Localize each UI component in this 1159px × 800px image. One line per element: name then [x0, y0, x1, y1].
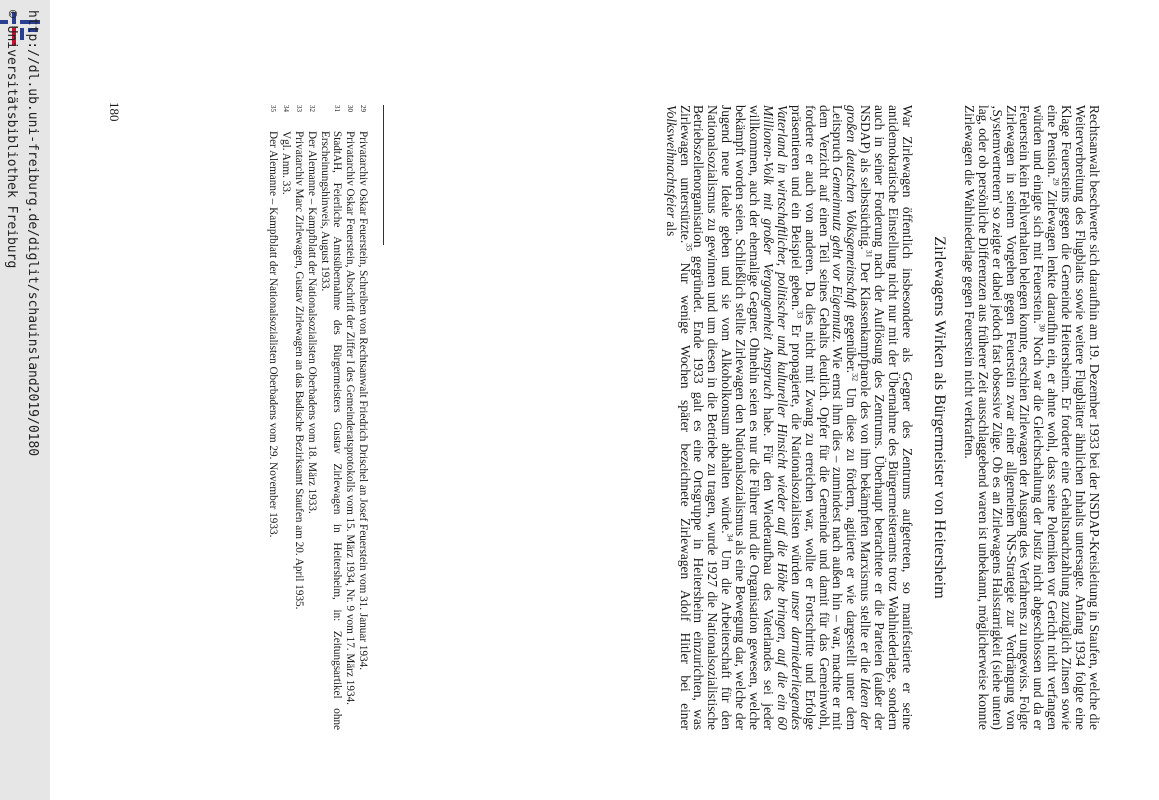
copyright-notice: © Universitätsbibliothek Freiburg — [4, 10, 19, 269]
paragraph-1: Rechtsanwalt beschwerte sich daraufhin am 19. Dezember 1933 bei der NSDAP-Kreisleitung in Staufen, welche die Weiterverbreitung des Flugblatts sowie weitere Flugblätter ähnlichen Inhalts untersagte. Anfang 1934 folgte eine Klage Feuersteins gegen die Gemeinde Heitersheim. Er forderte eine Gehaltsnachzahlung zuzüglich Zinsen sowie eine Pension.$^{29}$ Zirlewagen lenkte daraufhin ein, er ahnte wohl, dass seine Polemiken vor Gericht nicht verfangen würden und einigte sich mit Feuerstein.$^{30}$ Noch war die Gleichschaltung der Justiz nicht abgeschlossen und da er Feuerstein kein Fehlverhalten belegen konnte, erschien Zirlewagen der Ausgang des Verfahrens zu ungewiss. Folgte Zirlewagen in seinem Vorgehen gegen Feuerstein zwar einer allgemeinen NS-Strategie zur Verdrängung von ‚Systemvertretern' so zeigte er dabei jedoch fast obsessive Züge. Ob es an Zirlewagens Halsstarrigkeit (siehe unten) lag, oder ob persönliche Differenzen aus früherer Zeit ausschlaggebend waren ist unbekannt, möglicherweise konnte Zirlewagen die Wahlniederlage gegen Feuerstein nicht verkraften. — [961, 105, 1102, 731]
document-url[interactable]: http://dl.ub.uni-freiburg.de/diglit/schauinsland2019/0180 — [25, 10, 40, 457]
footnote: 30 Privatarchiv Oskar Feuerstein, Abschrift der Ziffer I des Gemeinderatsprotokolls vom 15. März 1934, Nr. 9 vom 17. März 1934. — [344, 105, 357, 705]
footnote-ref[interactable]: 35 — [684, 243, 693, 252]
footnote-ref[interactable]: 34 — [725, 533, 735, 542]
footnote: 33 Privatarchiv Marc Zirlewagen, Gustav Zirlewagen an das Badische Bezirksamt Staufen am 20. April 1935. — [293, 105, 306, 610]
footnote: 31 StadtAH, Feierliche Amtsübernahme des Bürgermeisters Gustav Zirlewagen in Heitersheim, in: Zeitungsartikel ohne Erscheinungshinweis, August 1933. — [318, 105, 344, 730]
rotated-page-content — [55, 0, 1159, 800]
footnote-ref[interactable]: 30 — [1037, 323, 1047, 332]
footnote: 29 Privatarchiv Oskar Feuerstein, Schreiben von Rechtsanwalt Friedrich Drischel an Josef Feuerstein vom 31. Januar 1934. — [357, 105, 369, 671]
page-number: 180 — [107, 102, 122, 122]
footnote: 35 Der Alemanne – Kampfblatt der Nationalsozialisten Oberbadens vom 29. November 1933. — [267, 105, 280, 538]
paragraph-2: War Zirlewagen öffentlich insbesondere als Gegner des Zentrums aufgetreten, so manifestierte er seine antidemokratische Einstellung nicht nur mit der Übernahme des Bürgermeisteramts trotz Wahlniederlage, sondern auch in seiner Forderung nach der Auflösung des Zentrums. Überhaupt betrachtete er die Parteien (außer der NSDAP) als selbstsüchtig.$^{31}$ Der Klassenkampfparole des von ihm bekämpften Marxismus stellte er die Ideen der großen deutschen Volksgemeinschaft gegenüber.$^{32}$ Um diese zu fördern, agitierte er wie dargestellt unter dem Leitspruch Gemeinnutz geht vor Eigennutz. Wie ernst ihm dies – zumindest nach außen hin – war, machte er mit dem Verzicht auf einen Teil seines Gehalts deutlich. Opfer für die Gemeinde und damit für das Gemeinwohl, forderte er auch von anderen. Da dies nicht mit Zwang zu erreichen war, wollte er Fortschritte und Erfolge präsentieren und ein Beispiel geben.$^{33}$ Er propagierte, die Nationalsozialisten würden unser darniederliegendes Vaterland in wirtschaftlicher, politischer und kultureller Hinsicht wieder auf die Höhe bringen, auf die ein 60 Millionen-Volk mit großer Vergangenheit Anspruch habe. Für den Wiederaufbau des Vaterlandes sei jeder willkommen, auch der ehemalige Gegner. Ohnehin seien es nur die Führer und die Organisation gewesen, welche bekämpft worden seien. Schließlich stellte Zirlewagen den Nationalsozialismus als eine Bewegung dar, welche der Jugend neue Ideale geben und sie vom Alkoholkonsum abhalten würde.$^{34}$ Um die Arbeiterschaft für den Nationalsozialismus zu gewinnen und um diesen in die Betriebe zu tragen, wurde 1927 die Nationalsozialistische Betriebszellenorganisation gegründet. Ende 1933 galt es eine Ortsgruppe in Heitersheim einzurichten, was Zirlewagen unterstützte.$^{35}$ Nur wenige Wochen später bezeichnete Zirlewagen Adolf Hitler bei einer Volksweihnachtsfeier als — [663, 105, 916, 730]
footnotes — [267, 105, 369, 730]
footnote: 34 Vgl. Anm. 33. — [280, 105, 293, 195]
footnote-ref[interactable]: 29 — [1051, 177, 1061, 186]
viewer-sidebar — [0, 0, 50, 800]
body-text — [664, 105, 1101, 730]
footnote-ref[interactable]: 33 — [795, 310, 805, 319]
scanned-page — [55, 0, 1159, 800]
section-heading: Zirlewagens Wirken als Bürgermeister von Heitersheim — [930, 236, 948, 599]
footnote-divider — [383, 105, 384, 245]
footnote-ref[interactable]: 31 — [864, 249, 874, 258]
footnote: 32 Der Alemanne – Kampfblatt der Nationalsozialisten Oberbadens vom 18. März 1933. — [305, 105, 318, 514]
footnote-ref[interactable]: 32 — [850, 373, 860, 382]
